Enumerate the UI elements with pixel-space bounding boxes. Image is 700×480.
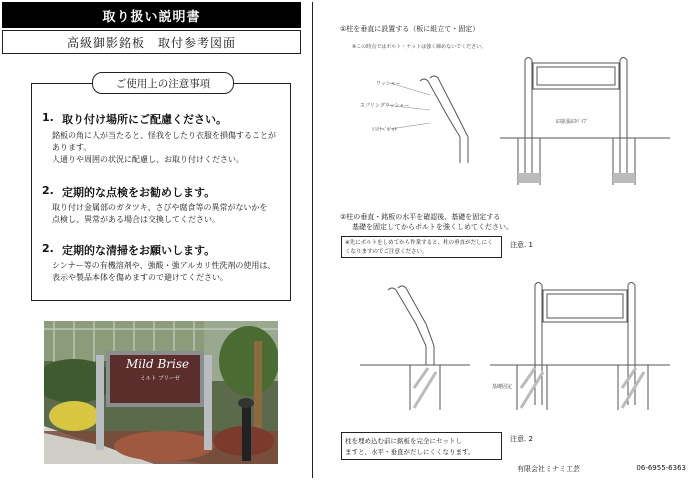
step2-title: ②柱の垂直・銘板の水平を確認後、基礎を固定する: [340, 213, 501, 221]
notice-item-1-line-1: 銘板の角に人が当たると、怪我をしたり衣服を損傷することが: [52, 131, 276, 140]
notice-item-1-number: 1.: [42, 111, 54, 124]
sign-subtext: ミルト ブリーゼ: [140, 376, 180, 382]
notice-item-2-title: 定期的な点検をお勧めします。: [62, 186, 216, 199]
base-label: 基礎固定: [492, 384, 513, 390]
footer-company: 有限会社ミナミ工芸: [517, 465, 580, 473]
step3-note-box: [341, 432, 502, 460]
step1-title: ①柱を垂直に設置する（板に組立て・固定）: [340, 25, 480, 33]
notice-item-1-title: 取り付け場所にご配慮ください。: [62, 113, 227, 126]
step2-note-label: 注意. 1: [510, 241, 533, 249]
label-pipe: ﾛｽ拡張ﾛｽﾊﾟｲﾌﾟ: [556, 119, 589, 125]
step2-note-box: [341, 236, 502, 258]
step1-note: ※この時点ではボルト・ナットは強く締めないでください。: [352, 44, 487, 50]
sign-text: Mild Brise: [126, 357, 190, 371]
notice-item-1-line-3: 人通りや周囲の状況に配慮し、お取り付けください。: [52, 155, 244, 164]
notice-item-2-line-1: 取り付け金属部のガタツキ、さびや腐食等の異常がないかを: [52, 203, 268, 212]
notice-item-3-line-2: 表示や製品本体を傷めますので避けてください。: [52, 273, 228, 282]
document-subtitle: 高級御影銘板 取付参考図面: [2, 30, 301, 54]
step3-note-line-1: 柱を埋め込む前に銘板を完全にセットし: [345, 437, 462, 445]
step2-subtitle: 基礎を固定してからボルトを強くしめてください。: [352, 223, 513, 231]
label-washer: ワッシャー: [376, 81, 401, 87]
step3-note-line-2: ますと、水平・垂直がだしにくくなります。: [345, 448, 475, 456]
step2-note-line-2: くなりますのでご注意ください。: [345, 249, 428, 255]
notice-item-3-line-1: シンナー等の有機溶剤や、強酸・強アルカリ性洗剤の使用は、: [52, 261, 276, 270]
step3-note-label: 注意. 2: [510, 435, 533, 443]
document-title: 取り扱い説明書: [2, 2, 301, 28]
column-divider: [312, 2, 313, 478]
notice-item-3-number: 2.: [42, 242, 54, 255]
product-photo: [44, 321, 278, 464]
step2-note-line-1: ※先にボルトをしめてから作業すると、柱の垂直がだしにく: [345, 240, 493, 246]
label-bolt: ﾄﾐﾘﾅﾍﾞﾎﾞﾙﾄ: [372, 127, 398, 133]
step1-diagram: [320, 55, 690, 190]
step2-diagram: [360, 280, 680, 415]
notice-item-3-title: 定期的な清掃をお願いします。: [62, 244, 216, 257]
footer-phone: 06-6955-6363: [636, 464, 686, 472]
notice-heading: ご使用上の注意事項: [92, 72, 234, 94]
notice-item-2-line-2: 点検し、異常がある場合は交換してください。: [52, 215, 220, 224]
notice-item-1-line-2: あります。: [52, 143, 92, 152]
label-spring-washer: スプリングワッシャー: [360, 103, 410, 109]
notice-item-2-number: 2.: [42, 184, 54, 197]
